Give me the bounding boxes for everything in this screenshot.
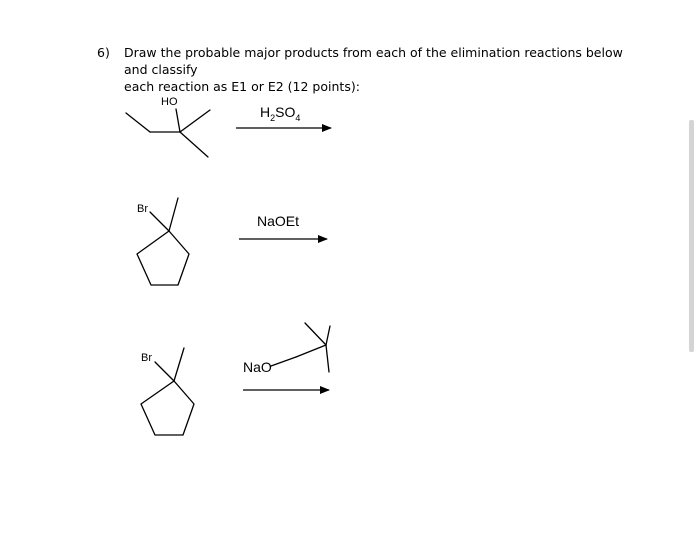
bromo-label-3: Br <box>141 352 152 364</box>
reagent-naoet: NaOEt <box>257 213 300 229</box>
vertical-scrollbar[interactable] <box>689 120 694 352</box>
reaction-1 <box>126 96 331 157</box>
bromo-label-2: Br <box>137 203 148 215</box>
reagent-h2so4: $H_2SO_4$ <box>260 104 301 123</box>
question-line-2: each reaction as E1 or E2 (12 points): <box>124 79 360 94</box>
reaction-2 <box>137 198 327 285</box>
question-number: 6) <box>97 45 110 60</box>
reaction-1-substrate-skeleton <box>126 109 210 157</box>
tert-butoxide-skeleton <box>271 323 330 372</box>
reagent-nao: NaO <box>243 359 272 375</box>
hydroxyl-label: HO <box>161 96 178 108</box>
reaction-3 <box>141 323 330 435</box>
question-line-1: Draw the probable major products from each of the elimination reactions below and classify <box>124 45 623 77</box>
